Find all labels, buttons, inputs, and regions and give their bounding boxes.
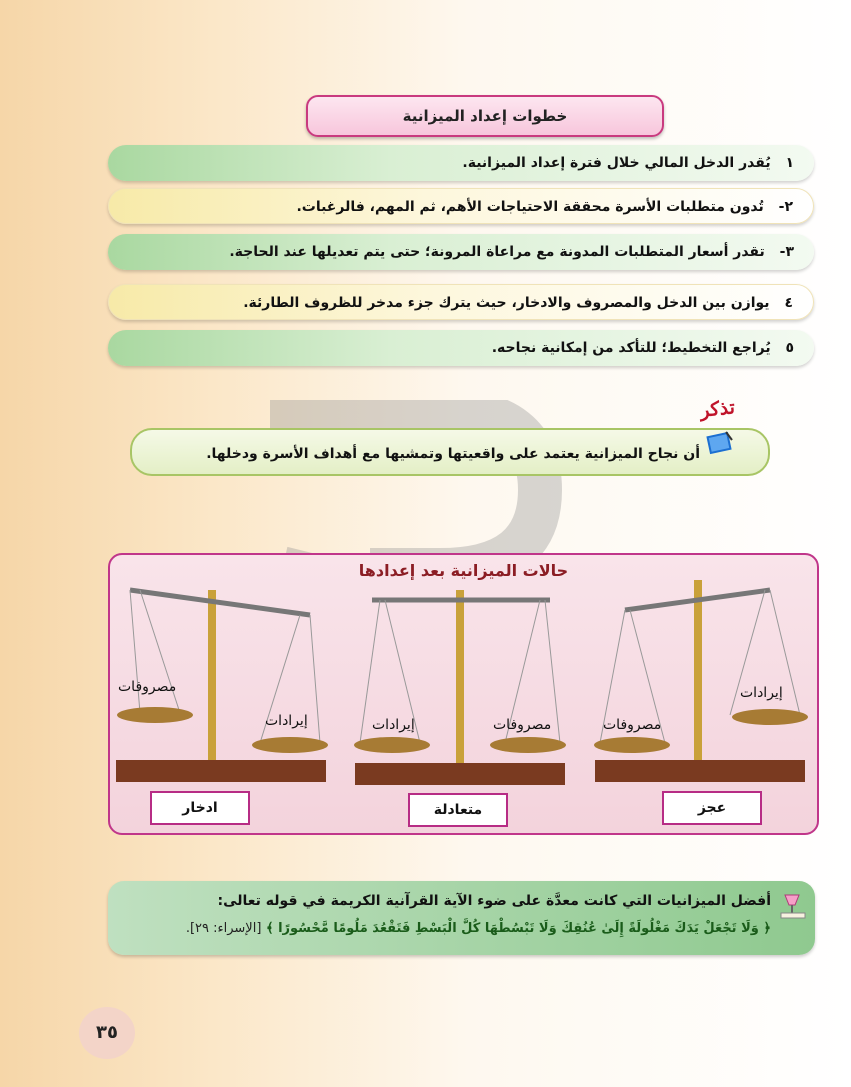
- scale3-low-label: مصروفات: [603, 717, 662, 733]
- step-text: تُدون متطلبات الأسرة محققة الاحتياجات الأهم، ثم المهم، فالرغبات.: [296, 199, 764, 215]
- verse-line: [186, 921, 771, 936]
- remember-label: تذكر: [698, 396, 736, 422]
- step-number: ٥: [785, 340, 794, 356]
- verse-box: [108, 881, 815, 955]
- step-5: [108, 330, 814, 366]
- remember-note: [130, 428, 770, 476]
- lamp-book-icon: [777, 891, 809, 921]
- scale2-left-label: إيرادات: [372, 717, 415, 733]
- step-4: [108, 284, 814, 320]
- state-deficit: عجز: [662, 791, 762, 825]
- section-title: خطوات إعداد الميزانية: [306, 95, 664, 137]
- scale3-high-label: إيرادات: [740, 685, 783, 701]
- step-2: [108, 188, 814, 224]
- step-number: ٣-: [779, 244, 794, 260]
- scale2-right-label: مصروفات: [493, 717, 552, 733]
- page-number: ٣٥: [79, 1007, 135, 1059]
- state-saving: ادخار: [150, 791, 250, 825]
- verse-text: ﴿ وَلَا تَجْعَلْ يَدَكَ مَغْلُولَةً إِلَىٰ عُنُقِكَ وَلَا تَبْسُطْهَا كُلَّ الْبَسْطِ فَتَقْعُدَ مَلُومًا مَّحْسُورًا ﴾: [265, 921, 771, 936]
- step-text: يُراجع التخطيط؛ للتأكد من إمكانية نجاحه.: [491, 340, 771, 356]
- step-3: [108, 234, 814, 270]
- step-number: ١: [785, 155, 794, 171]
- step-text: يوازن بين الدخل والمصروف والادخار، حيث يترك جزء مدخر للظروف الطارئة.: [243, 295, 770, 311]
- step-number: ٤: [784, 295, 793, 311]
- step-text: تقدر أسعار المتطلبات المدونة مع مراعاة المرونة؛ حتى يتم تعديلها عند الحاجة.: [229, 244, 765, 260]
- step-number: ٢-: [778, 199, 793, 215]
- remember-text: أن نجاح الميزانية يعتمد على واقعيتها وتمشيها مع أهداف الأسرة ودخلها.: [206, 446, 700, 462]
- step-text: يُقدر الدخل المالي خلال فترة إعداد الميزانية.: [462, 155, 771, 171]
- state-balanced: متعادلة: [408, 793, 508, 827]
- verse-reference: [الإسراء: ٢٩].: [185, 921, 262, 936]
- step-1: [108, 145, 814, 181]
- notebook-icon: [704, 430, 734, 456]
- panel-title: حالات الميزانية بعد إعدادها: [358, 561, 569, 580]
- budget-states-panel: [108, 553, 819, 835]
- scale1-low-label: إيرادات: [265, 713, 308, 729]
- verse-intro: أفضل الميزانيات التي كانت معدَّة على ضوء الآية القرآنية الكريمة في قوله تعالى:: [217, 893, 771, 909]
- scale1-high-label: مصروفات: [118, 679, 177, 695]
